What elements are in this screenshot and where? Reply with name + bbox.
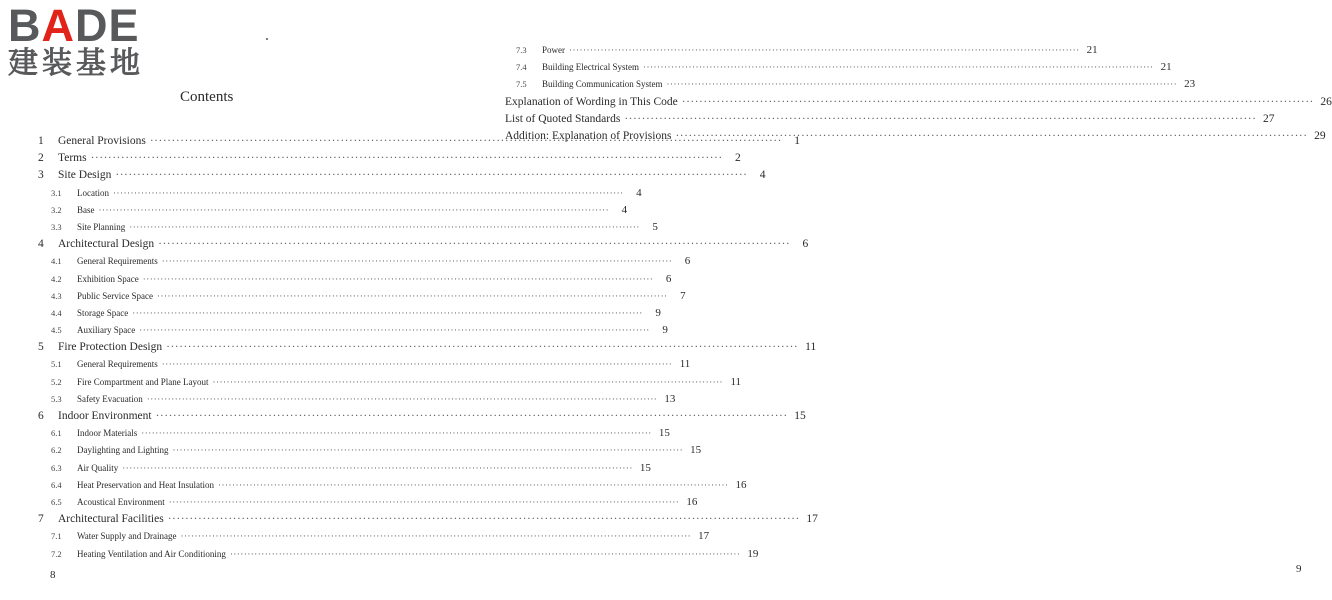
toc-entry[interactable] (38, 167, 766, 184)
toc-entry[interactable] (38, 202, 628, 219)
toc-entry-label: Terms (58, 152, 87, 165)
toc-dot-leader (675, 128, 1307, 145)
toc-entry-number: 2 (38, 152, 44, 165)
toc-entry[interactable] (505, 76, 1196, 93)
toc-entry-page: 15 (658, 427, 670, 440)
toc-entry-label: Exhibition Space (77, 273, 139, 284)
toc-entry-number: 6.5 (51, 496, 62, 507)
bade-logo (8, 0, 178, 81)
toc-entry-number: 1 (38, 135, 44, 147)
toc-entry-label: Storage Space (77, 307, 129, 318)
toc-entry-label: Fire Compartment and Plane Layout (77, 376, 209, 387)
toc-entry[interactable] (505, 94, 1332, 111)
toc-entry[interactable] (38, 528, 710, 545)
toc-dot-leader (667, 76, 1178, 93)
toc-entry-label: General Requirements (77, 256, 158, 267)
toc-entry-label: Public Service Space (77, 290, 153, 301)
toc-entry-label: Addition: Explanation of Provisions (505, 129, 672, 142)
toc-entry-number: 3 (38, 169, 44, 182)
toc-entry-label: Architectural Facilities (58, 513, 164, 526)
logo-chinese-text: 建装基地 (8, 46, 144, 81)
toc-entry-label: Power (542, 45, 565, 55)
toc-entry-number: 5 (38, 341, 44, 354)
toc-entry-label: Indoor Environment (58, 410, 152, 422)
toc-entry-label: Building Communication System (542, 79, 663, 90)
toc-entry-page: 19 (747, 547, 759, 560)
toc-entry-label: Heat Preservation and Heat Insulation (77, 479, 214, 490)
toc-entry-label: Auxiliary Space (77, 325, 136, 336)
toc-entry-number: 7.2 (51, 548, 62, 559)
toc-entry-page: 9 (662, 324, 668, 337)
logo-wordmark: BADE (8, 0, 140, 51)
toc-entry-label: Heating Ventilation and Air Conditioning (77, 548, 226, 559)
toc-entry-label: Fire Protection Design (58, 341, 163, 354)
toc-entry[interactable] (38, 442, 702, 459)
toc-entry-number: 5.2 (51, 376, 62, 387)
toc-entry-page: 23 (1184, 78, 1196, 91)
toc-entry-page: 11 (679, 358, 691, 371)
toc-entry-number: 7.3 (516, 45, 527, 55)
toc-entry-number: 6 (38, 410, 44, 422)
toc-entry[interactable] (38, 391, 676, 408)
toc-entry-page: 2 (734, 152, 741, 165)
toc-entry-label: General Provisions (58, 135, 146, 147)
toc-entry-label: Building Electrical System (542, 62, 639, 73)
toc-entry-number: 6.4 (51, 479, 62, 490)
toc-entry-label: Site Planning (77, 221, 126, 232)
toc-entry-page: 7 (680, 289, 686, 302)
toc-entry-page: 15 (794, 410, 806, 422)
toc-entry-page: 6 (665, 272, 672, 285)
toc-entry[interactable] (38, 219, 658, 236)
toc-entry[interactable] (38, 511, 818, 528)
toc-entry-page: 29 (1314, 129, 1326, 142)
toc-entry-number: 3.1 (51, 187, 62, 198)
toc-list-right (505, 42, 1332, 145)
toc-entry-number: 4.1 (51, 256, 62, 267)
toc-entry-label: Architectural Design (58, 238, 155, 251)
toc-entry[interactable] (38, 546, 759, 563)
right-page (450, 0, 1332, 600)
toc-entry-label: List of Quoted Standards (505, 112, 621, 125)
toc-entry-page: 15 (639, 461, 651, 474)
toc-entry-number: 6.2 (51, 445, 62, 456)
page-number-right: 9 (1296, 563, 1302, 575)
page-title: Contents (180, 89, 234, 105)
toc-entry-page: 27 (1262, 112, 1275, 125)
toc-entry-label: Explanation of Wording in This Code (505, 95, 678, 108)
toc-entry-page: 4 (759, 169, 766, 182)
toc-entry-number: 6.3 (51, 462, 62, 473)
toc-entry-number: 4.5 (51, 325, 62, 336)
toc-entry-label: Site Design (58, 169, 112, 182)
toc-entry-label: Base (77, 204, 95, 215)
toc-entry-page: 1 (794, 135, 800, 147)
toc-entry-page: 16 (735, 478, 747, 491)
toc-entry[interactable] (38, 253, 691, 270)
toc-entry-page: 26 (1320, 95, 1332, 108)
toc-entry-page: 16 (686, 495, 698, 508)
toc-entry-page: 17 (698, 530, 710, 543)
toc-entry-number: 3.3 (51, 221, 62, 232)
toc-entry-label: Indoor Materials (77, 428, 138, 439)
toc-entry-page: 4 (636, 186, 642, 199)
toc-dot-leader (569, 42, 1080, 59)
toc-entry-page: 4 (621, 203, 628, 216)
toc-entry[interactable] (38, 322, 668, 339)
logo-accent-letter: A (41, 0, 75, 51)
toc-entry-page: 15 (690, 444, 702, 457)
toc-entry[interactable] (38, 185, 642, 202)
page-number-left: 8 (50, 569, 56, 581)
toc-entry-page: 21 (1160, 61, 1172, 74)
toc-entry[interactable] (38, 425, 670, 442)
toc-entry[interactable] (38, 339, 817, 356)
toc-entry-label: Safety Evacuation (77, 393, 143, 404)
toc-entry-label: General Requirements (77, 359, 158, 370)
toc-entry-number: 6.1 (51, 428, 62, 439)
toc-entry-page: 5 (652, 220, 658, 233)
toc-entry-number: 3.2 (51, 204, 62, 215)
toc-entry-label: Air Quality (77, 462, 119, 473)
toc-dot-leader (643, 59, 1154, 76)
toc-entry[interactable] (505, 42, 1098, 59)
toc-entry[interactable] (505, 59, 1172, 76)
toc-entry-number: 4 (38, 238, 44, 251)
toc-entry[interactable] (38, 408, 806, 425)
toc-entry-number: 7.1 (51, 531, 62, 542)
toc-dot-leader (624, 111, 1256, 128)
toc-entry[interactable] (505, 111, 1275, 128)
toc-entry[interactable] (38, 150, 741, 167)
toc-entry[interactable] (38, 374, 742, 391)
toc-entry-number: 5.3 (51, 393, 62, 404)
toc-entry-page: 6 (802, 238, 809, 251)
toc-entry-number: 7.4 (516, 62, 527, 73)
toc-entry-number: 5.1 (51, 359, 62, 370)
toc-entry[interactable] (38, 236, 809, 253)
toc-entry[interactable] (505, 128, 1326, 145)
toc-entry-label: Daylighting and Lighting (77, 445, 169, 456)
toc-entry[interactable] (38, 494, 698, 511)
toc-entry[interactable] (38, 477, 747, 494)
toc-entry-page: 11 (805, 341, 817, 354)
toc-entry[interactable] (38, 460, 651, 477)
toc-dot-leader (682, 94, 1314, 111)
toc-entry-number: 4.4 (51, 307, 62, 318)
toc-entry-label: Acoustical Environment (77, 496, 165, 507)
toc-entry-number: 7 (38, 513, 44, 526)
toc-entry-page: 17 (806, 513, 818, 526)
toc-entry-page: 9 (655, 306, 661, 319)
toc-entry-page: 6 (684, 255, 691, 268)
toc-entry[interactable] (38, 288, 686, 305)
toc-entry-number: 4.2 (51, 273, 62, 284)
toc-entry[interactable] (38, 271, 672, 288)
toc-entry-label: Location (77, 187, 109, 198)
scan-speck (266, 38, 268, 40)
toc-entry-number: 4.3 (51, 290, 62, 301)
toc-entry[interactable] (38, 305, 661, 322)
toc-entry-page: 13 (664, 392, 676, 405)
toc-entry-label: Water Supply and Drainage (77, 531, 177, 542)
toc-entry-page: 21 (1086, 44, 1098, 56)
toc-entry-page: 11 (730, 375, 742, 388)
toc-entry-number: 7.5 (516, 79, 527, 90)
toc-entry[interactable] (38, 356, 691, 373)
